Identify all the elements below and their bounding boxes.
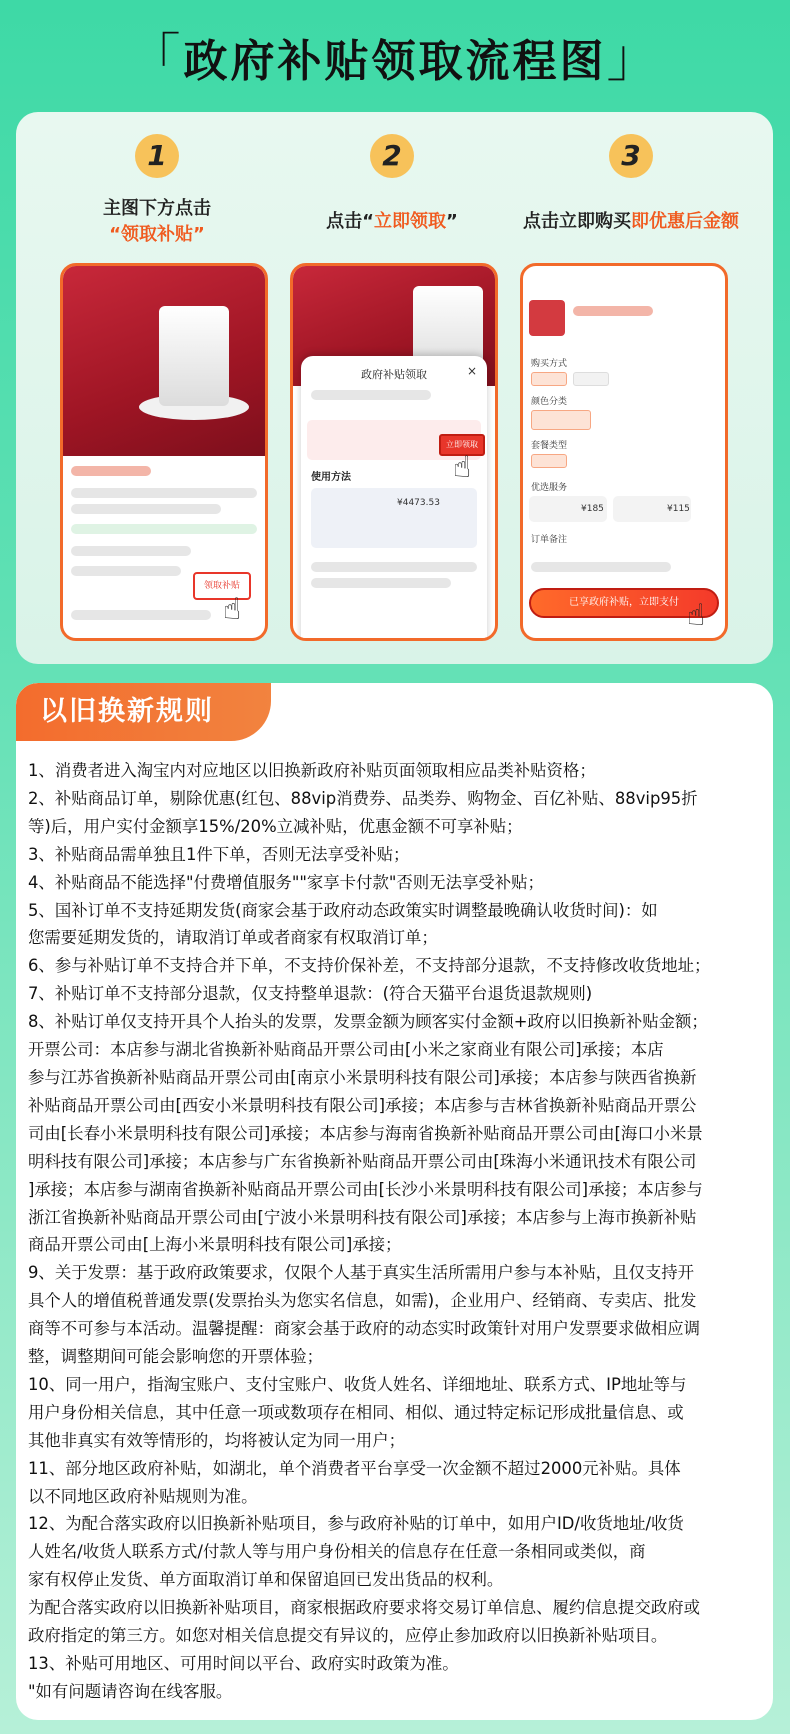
pointer-hand-icon: ☝ [687, 598, 706, 633]
step-number: 3 [609, 134, 653, 178]
service-price: ¥185 [581, 504, 604, 514]
amount-text: ¥4473.53 [397, 498, 440, 508]
price-placeholder [71, 466, 151, 476]
product-thumbnail [529, 300, 565, 336]
step-caption [37, 196, 277, 248]
tag-placeholder [71, 524, 257, 534]
rule-line: 8、补贴订单仅支持开具个人抬头的发票，发票金额为顾客实付金额+政府以旧换新补贴金额； [28, 1012, 708, 1032]
text-placeholder [531, 562, 671, 572]
rule-line: "如有问题请咨询在线客服。 [28, 1681, 233, 1701]
screenshot-step-2 [290, 263, 498, 641]
color-label: 颜色分类 [531, 397, 568, 407]
rule-line: 开票公司：本店参与湖北省换新补贴商品开票公司由[小米之家商业有限公司]承接；本店 [28, 1040, 664, 1060]
title-text: 政府补贴领取流程图 [183, 36, 607, 87]
step-caption-text: 点击“ [326, 211, 374, 232]
screenshot-step-1 [60, 263, 268, 641]
rule-line: 10、同一用户，指淘宝账户、支付宝账户、收货人姓名、详细地址、联系方式、IP地址等与 [28, 1374, 687, 1394]
step-caption-text: ” [446, 211, 458, 232]
rule-line: 整，调整期间可能会影响您的开票体验； [28, 1347, 324, 1367]
rule-line: 浙江省换新补贴商品开票公司由[宁波小米景明科技有限公司]承接；本店参与上海市换新补贴 [28, 1207, 697, 1227]
rule-line: 参与江苏省换新补贴商品开票公司由[南京小米景明科技有限公司]承接；本店参与陕西省换新 [28, 1067, 697, 1087]
rule-line: 2、补贴商品订单，剔除优惠(红包、88vip消费券、品类券、购物金、百亿补贴、88vip95折 [28, 788, 698, 808]
rule-line: 7、补贴订单不支持部分退款，仅支持整单退款：(符合天猫平台退货退款规则) [28, 984, 593, 1004]
rule-line: 以不同地区政府补贴规则为准。 [28, 1486, 258, 1506]
rule-line: 用户身份相关信息，其中任意一项或数项存在相同、相似、通过特定标记形成批量信息、或 [28, 1402, 684, 1422]
rule-line: 6、参与补贴订单不支持合并下单，不支持价保补差，不支持部分退款，不支持修改收货地址； [28, 956, 711, 976]
rule-line: 明科技有限公司]承接；本店参与广东省换新补贴商品开票公司由[珠海小米通讯技术有限公司 [28, 1151, 697, 1171]
pointer-hand-icon: ☝ [223, 592, 242, 627]
rule-line: 商品开票公司由[上海小米景明科技有限公司]承接； [28, 1235, 402, 1255]
text-placeholder [71, 488, 257, 498]
quote-mark: ” [193, 224, 205, 245]
step-caption-line: 主图下方点击 [103, 198, 211, 219]
rule-line: 商等不可参与本活动。温馨提醒：商家会基于政府的动态实时政策针对用户发票要求做相应调 [28, 1319, 701, 1339]
rule-line: 13、补贴可用地区、可用时间以平台、政府实时政策为准。 [28, 1654, 459, 1673]
get-now-button[interactable]: 立即领取 [439, 434, 485, 456]
step-highlight: 即优惠后金额 [631, 211, 739, 232]
text-placeholder [71, 566, 181, 576]
title-bracket-left: 「 [128, 29, 184, 89]
step-highlight: 立即领取 [374, 211, 446, 232]
step-2 [272, 134, 512, 235]
option-chip[interactable] [531, 454, 567, 468]
subsidy-modal [301, 356, 487, 641]
robot-image [159, 306, 229, 406]
step-1 [37, 134, 277, 248]
rule-line: 司由[长春小米景明科技有限公司]承接；本店参与海南省换新补贴商品开票公司由[海口小米景 [28, 1123, 703, 1143]
price-placeholder [573, 306, 653, 316]
option-chip[interactable] [531, 410, 591, 430]
step-highlight: 领取补贴 [121, 224, 193, 245]
rules-list [28, 757, 765, 1706]
rule-line: 12、为配合落实政府以旧换新补贴项目，参与政府补贴的订单中，如用户ID/收货地址/收货 [28, 1514, 684, 1534]
rules-heading: 以旧换新规则 [16, 683, 271, 741]
rule-line: 9、关于发票：基于政府政策要求，仅限个人基于真实生活所需用户参与本补贴，且仅支持开 [28, 1263, 695, 1283]
quote-mark: “ [109, 224, 121, 245]
service-price: ¥115 [667, 504, 690, 514]
rule-line: 人姓名/收货人联系方式/付款人等与用户身份相关的信息存在任意一条相同或类似，商 [28, 1542, 646, 1562]
step-number: 2 [370, 134, 414, 178]
modal-title: 政府补贴领取 [361, 368, 427, 381]
pay-now-button[interactable]: 已享政府补贴，立即支付 [529, 588, 719, 618]
option-chip[interactable] [531, 372, 567, 386]
text-placeholder [311, 390, 431, 400]
title-bracket-right: 」 [606, 29, 662, 89]
rule-line: 为配合落实政府以旧换新补贴项目，商家根据政府要求将交易订单信息、履约信息提交政府或 [28, 1598, 701, 1618]
rule-line: 11、部分地区政府补贴，如湖北，单个消费者平台享受一次金额不超过2000元补贴。具体 [28, 1458, 681, 1478]
text-placeholder [71, 546, 191, 556]
step-number: 1 [135, 134, 179, 178]
rule-line: 5、国补订单不支持延期发货(商家会基于政府动态政策实时调整最晚确认收货时间)：如 [28, 900, 658, 920]
step-caption-text: 点击立即购买 [523, 211, 631, 232]
text-placeholder [311, 578, 451, 588]
rule-line: 家有权停止发货、单方面取消订单和保留追回已发出货品的权利。 [28, 1570, 504, 1590]
usage-title: 使用方法 [311, 472, 351, 483]
rule-line: 政府指定的第三方。如您对相关信息提交有异议的，应停止参加政府以旧换新补贴项目。 [28, 1626, 668, 1646]
rule-line: 补贴商品开票公司由[西安小米景明科技有限公司]承接；本店参与吉林省换新补贴商品开票公 [28, 1095, 697, 1115]
step-caption [511, 209, 751, 235]
usage-illustration [311, 488, 477, 548]
rules-card [16, 683, 773, 1720]
rule-line: 其他非真实有效等情形的，均将被认定为同一用户； [28, 1430, 405, 1450]
rule-line: 您需要延期发货的，请取消订单或者商家有权取消订单； [28, 928, 438, 948]
buy-method-label: 购买方式 [531, 359, 568, 369]
rule-line: 等)后，用户实付金额享15%/20%立减补贴，优惠金额不可享补贴； [28, 816, 523, 836]
order-note-label: 订单备注 [531, 535, 568, 545]
rule-line: 具个人的增值税普通发票(发票抬头为您实名信息，如需)，企业用户、经销商、专卖店、批发 [28, 1291, 697, 1311]
page-title [0, 14, 790, 104]
option-chip[interactable] [573, 372, 609, 386]
text-placeholder [311, 562, 477, 572]
steps-card [16, 112, 773, 664]
text-placeholder [71, 610, 211, 620]
rule-line: 4、补贴商品不能选择"付费增值服务""家享卡付款"否则无法享受补贴； [28, 872, 544, 892]
screenshot-step-3 [520, 263, 728, 641]
product-banner [63, 266, 265, 456]
claim-subsidy-button[interactable]: 领取补贴 [193, 572, 251, 600]
rule-line: ]承接；本店参与湖南省换新补贴商品开票公司由[长沙小米景明科技有限公司]承接；本店参与 [28, 1179, 703, 1199]
text-placeholder [71, 504, 221, 514]
pointer-hand-icon: ☝ [453, 450, 472, 485]
step-3 [511, 134, 751, 235]
rule-line: 3、补贴商品需单独且1件下单，否则无法享受补贴； [28, 844, 410, 864]
service-label: 优选服务 [531, 483, 568, 493]
package-label: 套餐类型 [531, 441, 568, 451]
close-icon[interactable]: × [466, 364, 477, 378]
rule-line: 1、消费者进入淘宝内对应地区以旧换新政府补贴页面领取相应品类补贴资格； [28, 761, 596, 780]
step-caption [272, 209, 512, 235]
step-caption-line [37, 222, 277, 248]
